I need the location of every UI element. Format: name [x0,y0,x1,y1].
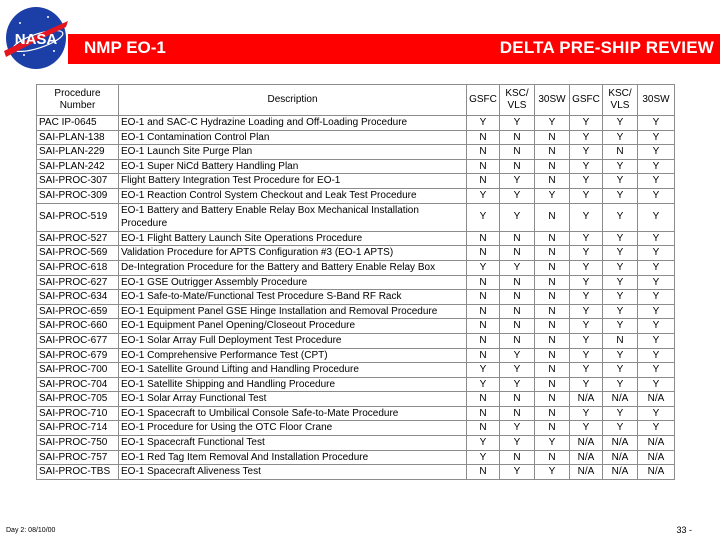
status-cell: Y [638,363,675,378]
col-header-gsfc-2: GSFC [570,85,603,116]
status-cell: N/A [603,465,638,480]
status-cell: Y [638,319,675,334]
status-cell: N [467,275,500,290]
description-cell: EO-1 Comprehensive Performance Test (CPT) [119,348,467,363]
status-cell: N/A [570,436,603,451]
status-cell: N [467,304,500,319]
status-cell: N/A [638,450,675,465]
status-cell: Y [500,260,535,275]
status-cell: N [500,246,535,261]
table-row [37,246,675,261]
status-cell: N [535,260,570,275]
procedure-number-cell: SAI-PROC-750 [37,436,119,451]
status-cell: N [535,145,570,160]
status-cell: N [535,290,570,305]
status-cell: N [535,450,570,465]
status-cell: Y [570,304,603,319]
procedure-number-cell: SAI-PROC-307 [37,174,119,189]
status-cell: Y [500,174,535,189]
status-cell: Y [570,159,603,174]
status-cell: N [500,290,535,305]
status-cell: Y [535,436,570,451]
status-cell: Y [638,130,675,145]
status-cell: Y [467,260,500,275]
description-cell: EO-1 and SAC-C Hydrazine Loading and Off-Loading Procedure [119,116,467,131]
status-cell: N [467,348,500,363]
status-cell: N [467,145,500,160]
status-cell: Y [570,188,603,203]
status-cell: Y [603,348,638,363]
status-cell: N/A [570,450,603,465]
status-cell: Y [638,275,675,290]
status-cell: Y [570,246,603,261]
status-cell: Y [570,363,603,378]
status-cell: Y [638,260,675,275]
table-row [37,421,675,436]
status-cell: Y [500,203,535,231]
status-cell: Y [500,188,535,203]
table-row [37,392,675,407]
status-cell: N [500,275,535,290]
col-header-30sw-1: 30SW [535,85,570,116]
status-cell: N/A [638,436,675,451]
status-cell: Y [570,377,603,392]
procedure-number-cell: SAI-PROC-714 [37,421,119,436]
status-cell: Y [638,174,675,189]
status-cell: N [535,203,570,231]
status-cell: Y [467,188,500,203]
table-row [37,188,675,203]
status-cell: N [467,159,500,174]
status-cell: Y [603,174,638,189]
status-cell: Y [638,188,675,203]
status-cell: Y [603,116,638,131]
status-cell: Y [500,436,535,451]
status-cell: Y [570,174,603,189]
description-cell: EO-1 Red Tag Item Removal And Installation Procedure [119,450,467,465]
description-cell: EO-1 Flight Battery Launch Site Operations Procedure [119,231,467,246]
status-cell: N [467,246,500,261]
status-cell: Y [467,450,500,465]
table-row [37,231,675,246]
status-cell: Y [570,203,603,231]
status-cell: Y [570,333,603,348]
description-cell: EO-1 Launch Site Purge Plan [119,145,467,160]
description-cell: EO-1 Equipment Panel GSE Hinge Installation and Removal Procedure [119,304,467,319]
description-cell: EO-1 Satellite Shipping and Handling Procedure [119,377,467,392]
status-cell: Y [603,421,638,436]
procedure-number-cell: SAI-PLAN-138 [37,130,119,145]
status-cell: N [467,406,500,421]
col-header-ksc-vls-1: KSC/ VLS [500,85,535,116]
status-cell: N [467,319,500,334]
table-row [37,319,675,334]
procedure-number-cell: SAI-PROC-677 [37,333,119,348]
status-cell: N [535,363,570,378]
col-header-30sw-2: 30SW [638,85,675,116]
procedure-number-cell: SAI-PROC-679 [37,348,119,363]
table-row [37,159,675,174]
table-row [37,406,675,421]
status-cell: Y [603,188,638,203]
status-cell: Y [570,275,603,290]
table-row [37,450,675,465]
status-cell: Y [467,377,500,392]
procedure-number-cell: SAI-PROC-634 [37,290,119,305]
status-cell: N/A [638,392,675,407]
col-header-gsfc-1: GSFC [467,85,500,116]
status-cell: Y [603,304,638,319]
status-cell: Y [638,304,675,319]
procedure-number-cell: SAI-PROC-627 [37,275,119,290]
table-row [37,290,675,305]
status-cell: N [467,231,500,246]
status-cell: N/A [638,465,675,480]
procedure-number-cell: SAI-PROC-700 [37,363,119,378]
description-cell: EO-1 Reaction Control System Checkout and Leak Test Procedure [119,188,467,203]
description-cell: EO-1 Battery and Battery Enable Relay Box Mechanical Installation Procedure [119,203,467,231]
status-cell: N [535,406,570,421]
table-row [37,348,675,363]
procedure-number-cell: SAI-PROC-710 [37,406,119,421]
procedure-number-cell: SAI-PROC-309 [37,188,119,203]
status-cell: Y [638,377,675,392]
procedure-table [36,84,675,480]
status-cell: Y [535,188,570,203]
status-cell: N/A [570,465,603,480]
status-cell: Y [603,363,638,378]
status-cell: Y [500,465,535,480]
nasa-logo-icon [2,3,70,73]
mission-title: NMP EO-1 [84,38,166,57]
description-cell: EO-1 Super NiCd Battery Handling Plan [119,159,467,174]
status-cell: Y [570,231,603,246]
nasa-logo-text: NASA [14,31,58,48]
status-cell: N [467,290,500,305]
status-cell: N [535,174,570,189]
table-row [37,333,675,348]
status-cell: Y [638,406,675,421]
status-cell: N [467,392,500,407]
status-cell: N [535,275,570,290]
description-cell: De-Integration Procedure for the Battery and Battery Enable Relay Box [119,260,467,275]
description-cell: EO-1 Equipment Panel Opening/Closeout Procedure [119,319,467,334]
status-cell: N [467,465,500,480]
status-cell: Y [638,421,675,436]
status-cell: N [500,392,535,407]
description-cell: EO-1 GSE Outrigger Assembly Procedure [119,275,467,290]
table-header-row [37,85,675,116]
status-cell: Y [603,406,638,421]
table-row [37,436,675,451]
status-cell: Y [467,436,500,451]
col-header-description: Description [119,85,467,116]
status-cell: N [535,392,570,407]
status-cell: Y [603,246,638,261]
status-cell: N [535,246,570,261]
status-cell: Y [467,363,500,378]
description-cell: EO-1 Spacecraft Functional Test [119,436,467,451]
status-cell: Y [500,377,535,392]
procedure-number-cell: SAI-PLAN-242 [37,159,119,174]
procedure-number-cell: SAI-PROC-519 [37,203,119,231]
status-cell: Y [638,203,675,231]
status-cell: N [535,159,570,174]
status-cell: N/A [570,392,603,407]
status-cell: N/A [603,436,638,451]
description-cell: EO-1 Spacecraft Aliveness Test [119,465,467,480]
status-cell: Y [570,116,603,131]
description-cell: EO-1 Satellite Ground Lifting and Handling Procedure [119,363,467,378]
status-cell: Y [603,377,638,392]
status-cell: Y [603,203,638,231]
review-title: DELTA PRE-SHIP REVIEW [499,38,714,57]
table-row [37,130,675,145]
description-cell: EO-1 Procedure for Using the OTC Floor Crane [119,421,467,436]
status-cell: Y [500,116,535,131]
status-cell: Y [500,363,535,378]
status-cell: Y [603,130,638,145]
status-cell: N [500,145,535,160]
status-cell: Y [535,116,570,131]
procedure-number-cell: SAI-PROC-705 [37,392,119,407]
table-row [37,260,675,275]
status-cell: Y [638,145,675,160]
description-cell: EO-1 Spacecraft to Umbilical Console Safe-to-Mate Procedure [119,406,467,421]
col-header-procedure-number: Procedure Number [37,85,119,116]
status-cell: Y [603,290,638,305]
status-cell: Y [603,319,638,334]
status-cell: N [467,130,500,145]
status-cell: Y [638,290,675,305]
table-row [37,304,675,319]
status-cell: Y [638,159,675,174]
status-cell: Y [603,159,638,174]
status-cell: N [535,333,570,348]
status-cell: N [500,159,535,174]
procedure-number-cell: SAI-PROC-757 [37,450,119,465]
status-cell: N [603,333,638,348]
description-cell: Flight Battery Integration Test Procedure for EO-1 [119,174,467,189]
status-cell: N [535,348,570,363]
status-cell: N [535,304,570,319]
status-cell: N/A [603,392,638,407]
status-cell: Y [570,348,603,363]
status-cell: Y [638,333,675,348]
status-cell: N [500,406,535,421]
status-cell: N [535,377,570,392]
status-cell: Y [500,421,535,436]
status-cell: Y [638,246,675,261]
status-cell: N [603,145,638,160]
status-cell: N/A [603,450,638,465]
table-row [37,363,675,378]
status-cell: Y [570,290,603,305]
slide-header [0,0,720,80]
description-cell: EO-1 Contamination Control Plan [119,130,467,145]
status-cell: Y [603,260,638,275]
status-cell: Y [500,348,535,363]
table-row [37,116,675,131]
procedure-number-cell: SAI-PROC-618 [37,260,119,275]
status-cell: N [500,304,535,319]
procedure-number-cell: PAC IP-0645 [37,116,119,131]
status-cell: Y [638,116,675,131]
status-cell: Y [570,406,603,421]
status-cell: Y [603,275,638,290]
status-cell: N [535,319,570,334]
status-cell: N [500,319,535,334]
procedure-number-cell: SAI-PROC-660 [37,319,119,334]
status-cell: N [535,421,570,436]
procedure-number-cell: SAI-PROC-569 [37,246,119,261]
status-cell: Y [467,116,500,131]
status-cell: N [467,421,500,436]
footer-date: Day 2: 08/10/00 [6,527,56,534]
status-cell: Y [638,348,675,363]
table-row [37,465,675,480]
status-cell: N [535,130,570,145]
status-cell: N [500,130,535,145]
description-cell: EO-1 Solar Array Full Deployment Test Procedure [119,333,467,348]
status-cell: N [467,174,500,189]
status-cell: Y [603,231,638,246]
status-cell: N [500,333,535,348]
table-row [37,275,675,290]
table-row [37,145,675,160]
status-cell: N [467,333,500,348]
status-cell: Y [467,203,500,231]
table-row [37,174,675,189]
description-cell: EO-1 Safe-to-Mate/Functional Test Procedure S-Band RF Rack [119,290,467,305]
status-cell: Y [570,260,603,275]
procedure-number-cell: SAI-PROC-527 [37,231,119,246]
status-cell: Y [570,421,603,436]
description-cell: Validation Procedure for APTS Configuration #3 (EO-1 APTS) [119,246,467,261]
table-row [37,377,675,392]
status-cell: N [500,231,535,246]
status-cell: Y [570,130,603,145]
procedure-number-cell: SAI-PROC-TBS [37,465,119,480]
table-row [37,203,675,231]
page-number: 33 - [676,525,692,535]
procedure-number-cell: SAI-PLAN-229 [37,145,119,160]
status-cell: Y [638,231,675,246]
status-cell: Y [570,145,603,160]
status-cell: N [535,231,570,246]
status-cell: N [500,450,535,465]
description-cell: EO-1 Solar Array Functional Test [119,392,467,407]
status-cell: Y [535,465,570,480]
col-header-ksc-vls-2: KSC/ VLS [603,85,638,116]
procedure-number-cell: SAI-PROC-704 [37,377,119,392]
status-cell: Y [570,319,603,334]
procedure-number-cell: SAI-PROC-659 [37,304,119,319]
